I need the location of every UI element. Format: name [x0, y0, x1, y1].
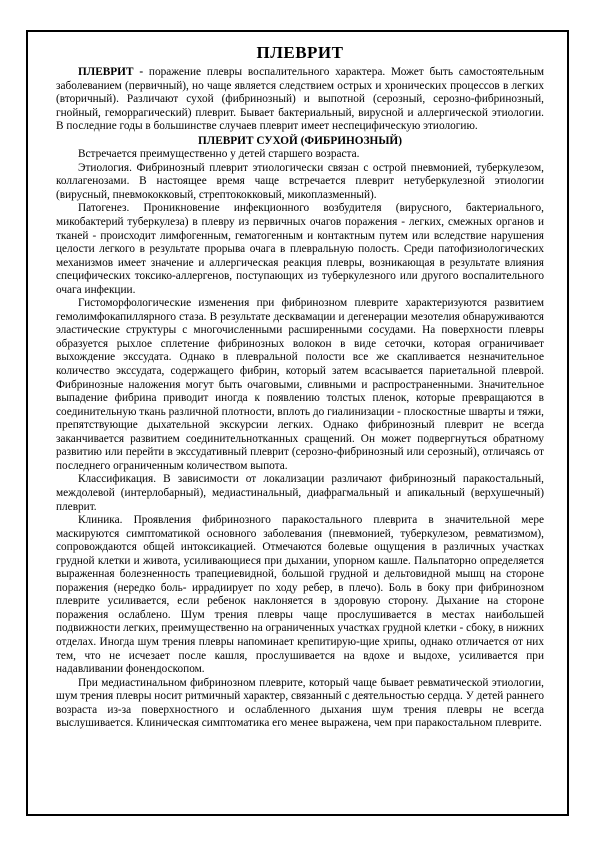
- paragraph-histomorphology: Гистоморфологические изменения при фибринозном плеврите характеризуются развитием гемолимфокапиллярного стаза. В результате десквамации и дегенерации мезотелия обнаруживаются эластические структуры с многочисленными расширенными сосудами. На поверхности плевры образуется рыхлое сплетение фибринозных волокон в виде сеточки, которая ограничивает выхождение экссудата. Однако в плевральной полости все же скапливается незначительное количество экссудата, содержащего фибрин, который затем всасывается париетальной плеврой. Фибринозные наложения могут быть очаговыми, сливными и распространенными. Значительное выпадение фибрина приводит иногда к появлению толстых пленок, которые превращаются в соединительную ткань различной плотности, вплоть до гиалинизации - плоскостные шварты и тяжи, препятствующие дыхательной экскурсии легких. Однако фибринозный плеврит не всегда заканчивается развитием соединительнотканных сращений. Он может подвергнуться обратному развитию или перейти в экссудативный плеврит (серозно-фибринозный или серозный), отличаясь от последнего ограниченным количеством выпота.: [56, 297, 544, 472]
- paragraph-clinic: Клиника. Проявления фибринозного паракостального плеврита в значительной мере маскируются симптоматикой основного заболевания (пневмонией, туберкулезом, ревматизмом), сопровождаются общей интоксикацией. Отмечаются болевые ощущения в различных участках грудной клетки и живота, усиливающиеся при дыхании, упорном кашле. Пальпаторно определяется выраженная болезненность трапециевидной, большой грудной и дельтовидной мышц на стороне поражения (нередко боль- иррадиирует по ходу ребер, в плечо). Боль в боку при фибринозном плеврите усиливается, если ребенок наклоняется в здоровую сторону. Дыхание на стороне поражения ослаблено. Шум трения плевры чаще прослушивается в местах наибольшей подвижности легких, преимущественно на ограниченных участках грудной клетки - сбоку, в нижних отделах. Иногда шум трения плевры напоминает крепитирую-щие хрипы, однако отличается от них тем, что не исчезает после кашля, прослушивается на вдохе и выдохе, усиливается при надавливании фонендоскопом.: [56, 514, 544, 676]
- intro-paragraph: [56, 66, 544, 134]
- intro-text: поражение плевры воспалительного характера. Может быть самостоятельным заболеванием (первичный), но чаще является следствием острых и хронических процессов в легких (вторичный). Различают сухой (фибринозный) и выпотной (серозный, серозно-фибринозный, гнойный, геморрагический) плеврит. Бывает бактериальный, вирусной и аллергической этиологии. В последние годы в большинстве случаев плеврит имеет неспецифическую этиологию.: [56, 66, 544, 133]
- paragraph-pathogenesis: Патогенез. Проникновение инфекционного возбудителя (вирусного, бактериального, микобактерий туберкулеза) в плевру из первичных очагов поражения - легких, смежных органов и тканей - происходит лимфогенным, гематогенным и контактным путем или вследствие нарушения целости легкого в результате прорыва очага в плевральную полость. Среди патофизиологических механизмов имеет значение и аллергическая реакция плевры, возникающая в результате влияния специфических токсико-аллергенов, поступающих из туберкулезного или другого воспалительного очага инфекции.: [56, 202, 544, 296]
- paragraph-etiology: Этиология. Фибринозный плеврит этиологически связан с острой пневмонией, туберкулезом, коллагенозами. В настоящее время чаще встречается плеврит нетуберкулезной этиологии (вирусный, пневмококковый, стрептококковый, микоплазменный).: [56, 161, 544, 201]
- intro-term: ПЛЕВРИТ -: [78, 66, 144, 78]
- document-body: [56, 42, 544, 731]
- paragraph-mediastinal: При медиастинальном фибринозном плеврите, который чаще бывает ревматической этиологии, шум трения плевры носит ритмичный характер, связанный с деятельностью сердца. У детей раннего возраста из-за поверхностного и ослабленного дыхания шум трения плевры не всегда выслушивается. Клиническая симптоматика его менее выражена, чем при паракостальном плеврите.: [56, 676, 544, 730]
- section-heading: ПЛЕВРИТ СУХОЙ (ФИБРИНОЗНЫЙ): [198, 134, 402, 147]
- paragraph-classification: Классификация. В зависимости от локализации различают фибринозный паракостальный, междолевой (интерлобарный), медиастинальный, диафрагмальный и апикальный (верхушечный) плеврит.: [56, 473, 544, 513]
- document-title: ПЛЕВРИТ: [256, 43, 344, 62]
- paragraph: Встречается преимущественно у детей старшего возраста.: [78, 148, 360, 161]
